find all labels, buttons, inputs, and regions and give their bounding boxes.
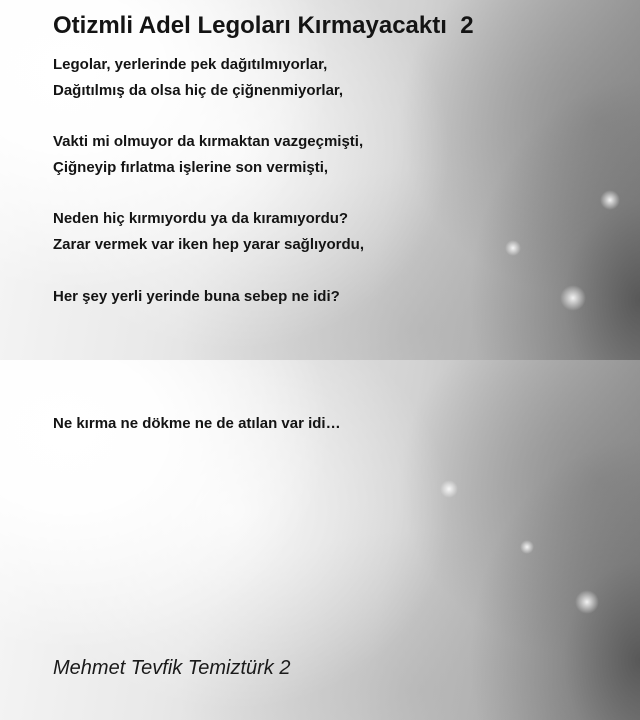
poem-line: Zarar vermek var iken hep yarar sağlıyordu, — [53, 236, 364, 253]
poem-title: Otizmli Adel Legoları Kırmayacaktı 2 — [53, 12, 474, 39]
poem-stanza-3 — [53, 206, 364, 258]
sparkle-decoration — [575, 590, 599, 614]
poem-line: Legolar, yerlerinde pek dağıtılmıyorlar, — [53, 56, 328, 73]
poem-line: Her şey yerli yerinde buna sebep ne idi? — [53, 288, 340, 305]
poem-stanza-4 — [53, 284, 340, 310]
sparkle-decoration — [520, 540, 534, 554]
poem-stanza-1 — [53, 52, 343, 104]
sparkle-decoration — [440, 480, 458, 498]
sparkle-decoration — [600, 190, 620, 210]
poem-author: Mehmet Tevfik Temiztürk 2 — [53, 657, 291, 679]
poem-line: Ne kırma ne dökme ne de atılan var idi… — [53, 415, 341, 432]
sparkle-decoration — [560, 285, 586, 311]
poem-line: Vakti mi olmuyor da kırmaktan vazgeçmişti, — [53, 133, 364, 150]
sparkle-decoration — [505, 240, 521, 256]
poem-line: Çiğneyip fırlatma işlerine son vermişti, — [53, 159, 329, 176]
poem-stanza-5 — [53, 411, 341, 437]
poem-stanza-2 — [53, 129, 363, 181]
poem-line: Neden hiç kırmıyordu ya da kıramıyordu? — [53, 210, 349, 227]
poem-line: Dağıtılmış da olsa hiç de çiğnenmiyorlar, — [53, 82, 344, 99]
poem-panel-bottom — [0, 360, 640, 720]
